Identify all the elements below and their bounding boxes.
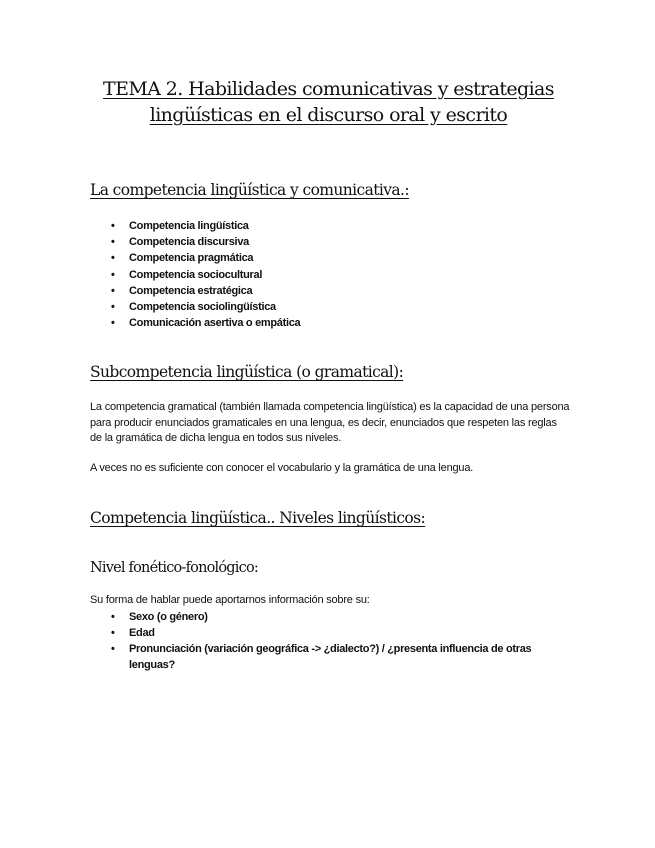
list-item-label: Competencia pragmática (129, 252, 254, 265)
list-item (0, 299, 655, 315)
bullet-icon: • (111, 627, 115, 639)
list-item (0, 250, 655, 266)
list-item (0, 234, 655, 250)
bullet-icon: • (111, 317, 115, 330)
list-item (0, 609, 655, 625)
section-heading-subcompetencia: Subcompetencia lingüística (o gramatical): (90, 363, 404, 381)
competence-list (0, 218, 655, 331)
list-item-label: Pronunciación (variación geográfica -> ¿dialecto?) / ¿presenta influencia de otras lenguas? (129, 643, 532, 671)
list-item-label: Comunicación asertiva o empática (129, 317, 301, 330)
intro-paragraph: Su forma de hablar puede aportarnos información sobre su: (90, 594, 370, 606)
list-item (0, 218, 655, 234)
definition-paragraph: La competencia gramatical (también llamada competencia lingüística) es la capacidad de una persona para producir enunciados gramaticales en una lengua, es decir, enunciados que respeten las reglas de la gramática de dicha lengua en todos sus niveles. (90, 401, 570, 444)
list-item-label: Sexo (o género) (129, 611, 208, 623)
list-item-label: Competencia sociolingüística (129, 300, 276, 313)
bullet-icon: • (111, 284, 115, 297)
phonetic-info-list (0, 609, 655, 673)
list-item-label: Competencia discursiva (129, 236, 249, 249)
list-item (0, 625, 655, 641)
subheading-nivel-fonetico: Nivel fonético-fonológico: (90, 560, 258, 576)
list-item-label: Competencia estratégica (129, 284, 253, 297)
document-title: TEMA 2. Habilidades comunicativas y estrategias lingüísticas en el discurso oral y escrito (103, 78, 554, 126)
bullet-icon: • (111, 236, 115, 249)
list-item (0, 641, 655, 673)
list-item (0, 267, 655, 283)
list-item-label: Competencia sociocultural (129, 268, 263, 281)
bullet-icon: • (111, 252, 115, 265)
list-item (0, 315, 655, 331)
bullet-icon: • (111, 643, 115, 655)
bullet-icon: • (111, 220, 115, 232)
vocabulary-paragraph: A veces no es suficiente con conocer el vocabulario y la gramática de una lengua. (90, 462, 474, 474)
section-heading-competencia-comunicativa: La competencia lingüística y comunicativa.: (90, 181, 409, 199)
list-item-label: Competencia lingüística (129, 220, 249, 232)
list-item-label: Edad (129, 627, 155, 639)
bullet-icon: • (111, 300, 115, 313)
list-item (0, 283, 655, 299)
section-heading-niveles: Competencia lingüística.. Niveles lingüísticos: (90, 509, 426, 527)
bullet-icon: • (111, 611, 115, 623)
bullet-icon: • (111, 268, 115, 281)
